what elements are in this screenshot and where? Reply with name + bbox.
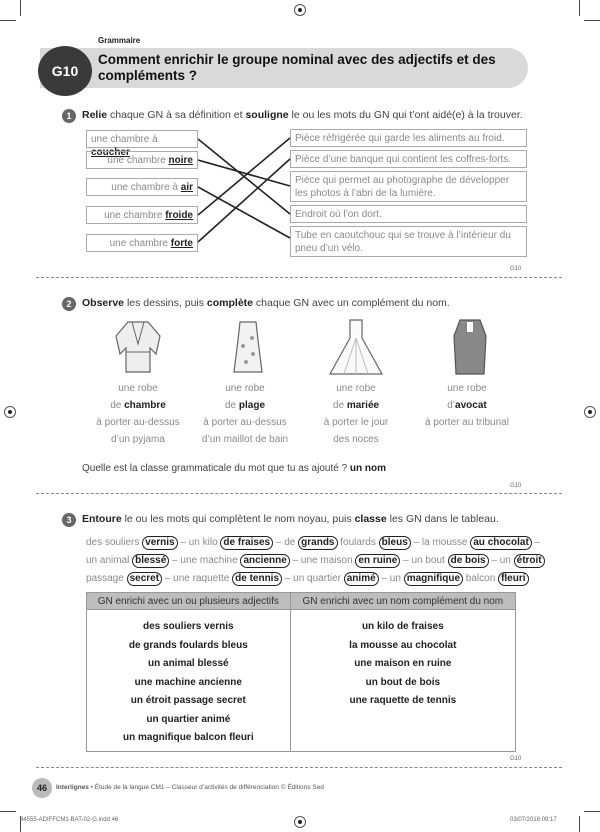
table-entry: une maison en ruine bbox=[354, 658, 452, 669]
table-entry: des souliers vernis bbox=[143, 621, 234, 632]
table-header-complement: GN enrichi avec un nom complément du nom bbox=[290, 593, 515, 610]
definition-box-4[interactable]: Endroit où l’on dort. bbox=[290, 205, 527, 223]
table-entry: un animal blessé bbox=[148, 658, 229, 669]
matching-lines bbox=[198, 128, 292, 248]
exercise-1-instruction: Relie chaque GN à sa définition et souligne le ou les mots du GN qui t’ont aidé(e) à la trouver. bbox=[82, 109, 523, 121]
beach-dress-drawing bbox=[228, 316, 268, 376]
crop-mark bbox=[579, 816, 580, 832]
definition-box-5[interactable]: Tube en caoutchouc qui se trouve à l’intérieur du pneu d’un vélo. bbox=[290, 226, 527, 257]
gn-line-2: un animal blessé – une machine ancienne – une maison en ruine – un bout de bois – un étroit bbox=[86, 554, 545, 568]
exercise-2-instruction: Observe les dessins, puis complète chaque GN avec un complément du nom. bbox=[82, 297, 450, 309]
gn-box-3[interactable]: une chambre à air bbox=[86, 178, 198, 196]
table-entry: une raquette de tennis bbox=[349, 695, 457, 706]
exercise-2-code: G10 bbox=[510, 483, 522, 489]
exercise-1-code: G10 bbox=[510, 266, 522, 272]
lawyer-robe-drawing bbox=[450, 316, 490, 378]
registration-mark-top bbox=[294, 4, 306, 16]
definition-box-1[interactable]: Pièce réfrigérée qui garde les aliments au froid. bbox=[290, 129, 527, 147]
table-cell-adjectives[interactable] bbox=[87, 610, 291, 752]
lesson-badge: G10 bbox=[38, 46, 92, 96]
divider bbox=[36, 767, 562, 768]
exercise-2-number: 2 bbox=[62, 297, 76, 311]
table-entry: de grands foulards bleus bbox=[128, 639, 248, 651]
footer-credits: Interlignes • Étude de la langue CM1 – Classeur d’activités de différenciation © Éditions Sed bbox=[56, 784, 324, 791]
exercise-3-instruction: Entoure le ou les mots qui complètent le nom noyau, puis classe les GN dans le tableau. bbox=[82, 513, 499, 525]
registration-mark-left bbox=[4, 406, 16, 418]
page-title: Comment enrichir le groupe nominal avec des adjectifs et des compléments ? bbox=[98, 52, 496, 83]
gn-box-1[interactable]: une chambre à coucher bbox=[86, 130, 198, 148]
dress-label-2: une robe de plage à porter au-dessus d’un maillot de bain bbox=[201, 383, 289, 445]
crop-mark bbox=[584, 811, 600, 812]
definition-box-2[interactable]: Pièce d’une banque qui contient les coffres-forts. bbox=[290, 150, 527, 168]
divider bbox=[36, 277, 562, 278]
registration-mark-right bbox=[584, 406, 596, 418]
dress-label-1: une robe de chambre à porter au-dessus d’un pyjama bbox=[96, 383, 180, 445]
page-number: 46 bbox=[32, 778, 52, 798]
crop-mark bbox=[0, 811, 16, 812]
bathrobe-drawing bbox=[110, 318, 166, 376]
section-kicker: Grammaire bbox=[98, 36, 141, 45]
classification-table bbox=[86, 592, 516, 752]
gn-line-1: des souliers vernis – un kilo de fraises – de grands foulards bleus – la mousse au chocolat – bbox=[86, 537, 541, 548]
crop-mark bbox=[579, 0, 580, 16]
table-entry: un quartier animé bbox=[146, 713, 231, 725]
table-entry: un magnifique balcon fleuri bbox=[123, 732, 254, 743]
table-entry: un bout de bois bbox=[365, 676, 441, 688]
divider bbox=[36, 493, 562, 494]
print-slug-file: 44555-ADIFFCM1-BAT-02-G.indd 46 bbox=[20, 817, 119, 823]
gn-box-2[interactable]: une chambre noire bbox=[86, 151, 198, 169]
exercise-3-number: 3 bbox=[62, 513, 76, 527]
exercise-3-code: G10 bbox=[510, 756, 522, 762]
wedding-dress-drawing bbox=[326, 316, 386, 378]
table-cell-complement[interactable] bbox=[290, 610, 515, 752]
table-header-adjectives: GN enrichi avec un ou plusieurs adjectifs bbox=[87, 593, 291, 610]
dress-label-4: une robe d’avocat à porter au tribunal bbox=[425, 383, 509, 428]
gn-line-3: passage secret – une raquette de tennis – un quartier animé – un magnifique balcon fleuri bbox=[86, 572, 529, 586]
table-entry: la mousse au chocolat bbox=[349, 639, 457, 651]
definition-box-3[interactable]: Pièce qui permet au photographe de développer les photos à l’abri de la lumière. bbox=[290, 171, 527, 202]
table-entry: un étroit passage secret bbox=[130, 695, 246, 706]
crop-mark bbox=[20, 0, 21, 16]
registration-mark-bottom bbox=[294, 816, 306, 828]
exercise-2-question: Quelle est la classe grammaticale du mot que tu as ajouté ? un nom bbox=[82, 463, 387, 474]
table-entry: un kilo de fraises bbox=[361, 621, 444, 632]
gn-box-4[interactable]: une chambre froide bbox=[86, 206, 198, 224]
gn-box-5[interactable]: une chambre forte bbox=[86, 234, 198, 252]
match-line-noire bbox=[198, 160, 290, 186]
dress-label-3: une robe de mariée à porter le jour des noces bbox=[323, 383, 389, 445]
print-slug-date: 03/07/2018 09:17 bbox=[510, 817, 557, 823]
crop-mark bbox=[0, 20, 16, 21]
crop-mark bbox=[584, 20, 600, 21]
table-entry: une machine ancienne bbox=[134, 676, 242, 688]
exercise-1-number: 1 bbox=[62, 109, 76, 123]
